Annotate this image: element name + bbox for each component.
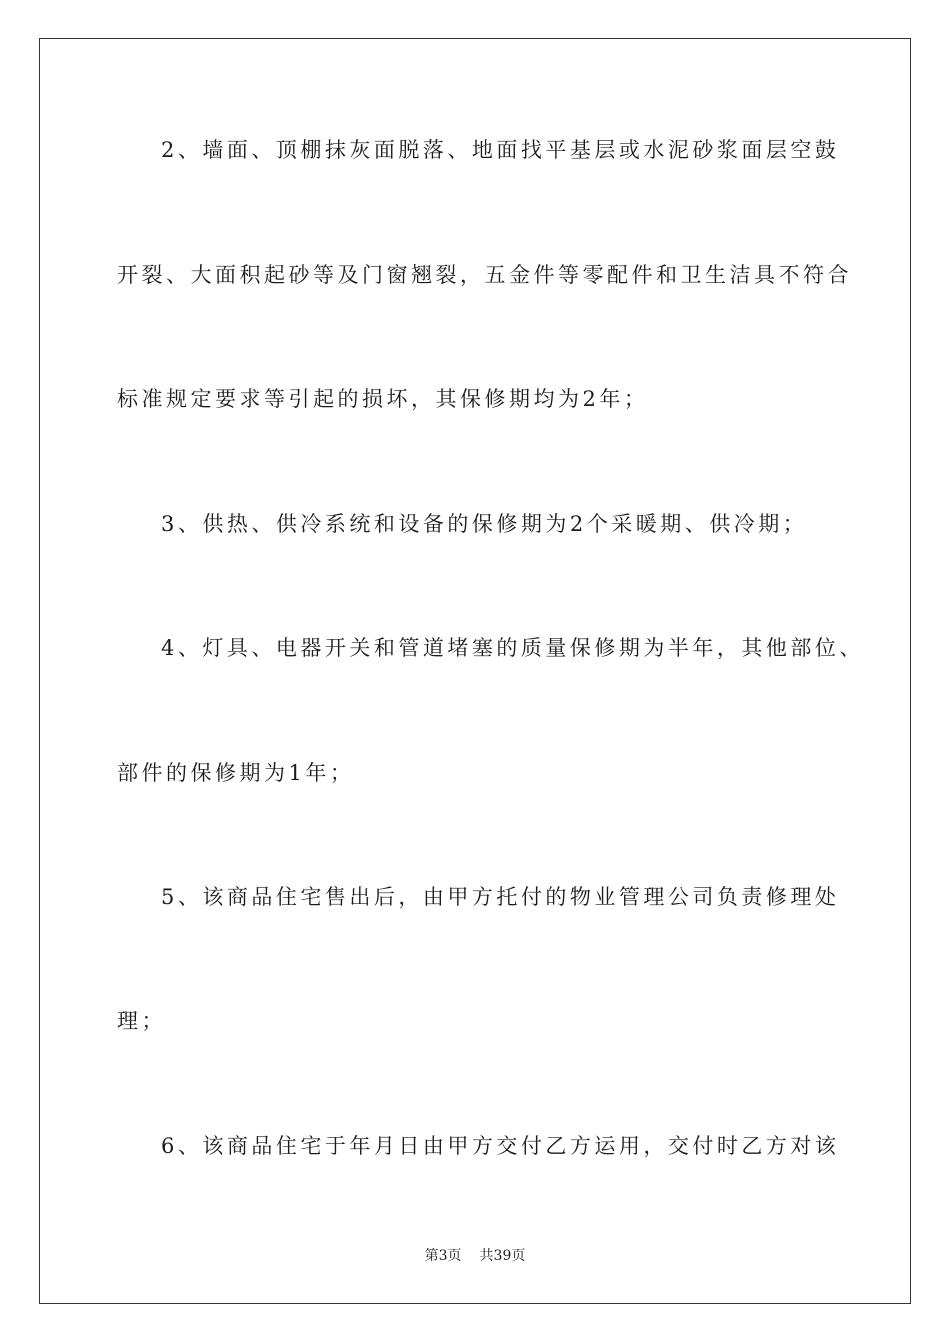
paragraph-line: 4、灯具、电器开关和管道堵塞的质量保修期为半年，其他部位、	[161, 636, 864, 660]
paragraph-line: 开裂、大面积起砂等及门窗翘裂，五金件等零配件和卫生洁具不符合	[117, 263, 852, 287]
page-border	[39, 38, 911, 1304]
page-footer	[0, 1246, 950, 1266]
paragraph-line: 部件的保修期为1年；	[117, 761, 355, 785]
paragraph-line: 6、该商品住宅于年月日由甲方交付乙方运用，交付时乙方对该	[161, 1134, 840, 1158]
paragraph-line: 5、该商品住宅售出后，由甲方托付的物业管理公司负责修理处	[161, 885, 840, 909]
page-number-current: 第3页	[424, 1248, 462, 1264]
page-number-total: 共39页	[479, 1248, 526, 1264]
paragraph-line: 标准规定要求等引起的损坏，其保修期均为2年；	[117, 387, 649, 411]
paragraph-line: 2、墙面、顶棚抹灰面脱落、地面找平基层或水泥砂浆面层空鼓	[161, 138, 840, 162]
paragraph-line: 3、供热、供冷系统和设备的保修期为2个采暖期、供冷期；	[161, 512, 808, 536]
paragraph-line: 理；	[117, 1009, 166, 1033]
